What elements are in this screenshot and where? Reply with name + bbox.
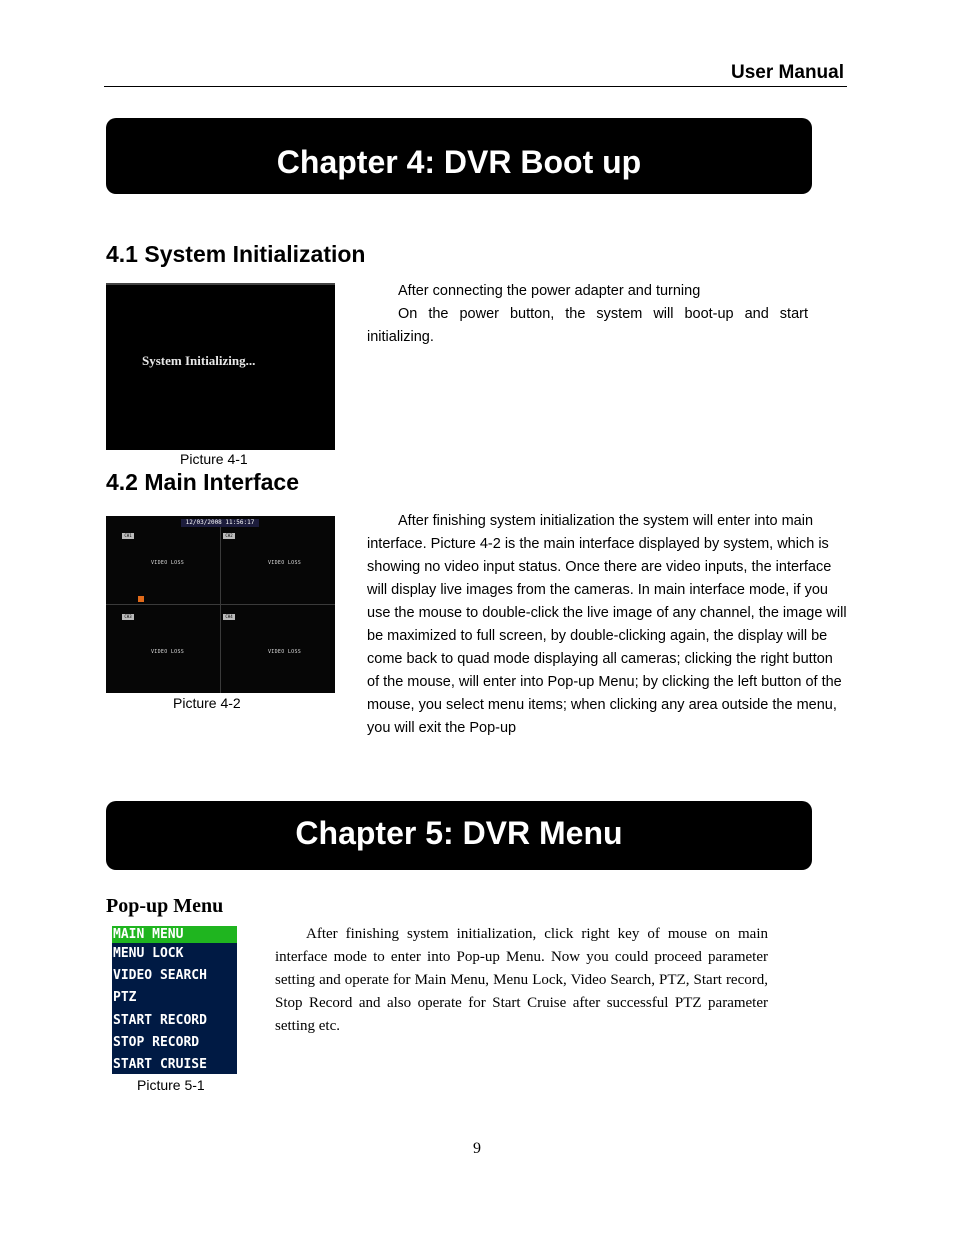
section-4-2-heading: 4.2 Main Interface: [106, 469, 300, 495]
header-rule: [104, 86, 847, 87]
paragraph-line: After connecting the power adapter and turning: [398, 283, 701, 299]
picture-4-1-caption: Picture 4-1: [180, 451, 248, 467]
quad-divider-vertical: [220, 524, 221, 693]
header-label: User Manual: [731, 62, 844, 83]
initializing-text: System Initializing...: [142, 353, 256, 368]
chapter-5-title: Chapter 5: DVR Menu: [106, 801, 812, 870]
section-4-2-paragraph: After finishing system initialization the system will enter into main interface. Picture 4-2 is the main interface displayed by system, which is showing no video input status. Once there are video inputs, the interface will display live images from the cameras. In main interface mode, if you use the mouse to double-click the live image of any channel, the image will be maximized to full screen, by double-clicking again, the display will be come back to quad mode displaying all cameras; clicking the right button of the mouse, will enter into Pop-up Menu; by clicking the left button of the mouse, you select menu items; when clicking any area outside the menu, you will exit the Pop-up: [367, 513, 847, 736]
popup-menu-paragraph: After finishing system initialization, click right key of mouse on main interface mode to enter into Pop-up Menu. Now you could proceed parameter setting and operate for Main Menu, Menu Lock, Video Search, PTZ, Start record, Stop Record and also operate for Start Cruise after successful PTZ parameter setting etc.: [275, 926, 768, 1034]
section-4-1-heading: 4.1 System Initialization: [106, 241, 366, 267]
quad-divider-horizontal: [106, 604, 335, 605]
menu-item-start-record: START RECORD: [113, 1012, 207, 1028]
menu-item-main-menu: MAIN MENU: [112, 926, 237, 943]
video-loss-label: VIDEO LOSS: [268, 649, 302, 655]
menu-item-start-cruise: START CRUISE: [113, 1056, 207, 1072]
picture-4-2-main-interface: [106, 516, 335, 693]
video-loss-label: VIDEO LOSS: [268, 560, 302, 566]
page-number: 9: [473, 1140, 481, 1157]
video-loss-label: VIDEO LOSS: [151, 560, 185, 566]
menu-item-ptz: PTZ: [113, 990, 137, 1006]
paragraph-line: initializing.: [367, 329, 434, 345]
channel-label: CH2: [223, 533, 235, 539]
channel-label: CH4: [223, 614, 235, 620]
picture-5-1-caption: Picture 5-1: [137, 1077, 205, 1093]
record-indicator-icon: [138, 596, 144, 602]
channel-label: CH1: [122, 533, 134, 539]
channel-label: CH3: [122, 614, 134, 620]
timestamp: 12/03/2008 11:56:17: [181, 519, 259, 527]
picture-4-2-caption: Picture 4-2: [173, 695, 241, 711]
menu-item-video-search: VIDEO SEARCH: [113, 968, 207, 984]
popup-menu-heading: Pop-up Menu: [106, 895, 224, 917]
menu-item-stop-record: STOP RECORD: [113, 1034, 200, 1050]
chapter-4-title: Chapter 4: DVR Boot up: [106, 118, 812, 194]
video-loss-label: VIDEO LOSS: [151, 649, 185, 655]
picture-4-1-system-initializing: [106, 283, 335, 450]
section-4-1-paragraph: [367, 280, 808, 349]
paragraph-line: On the power button, the system will boot-up and start: [398, 306, 808, 322]
picture-5-1-popup-menu: [112, 926, 237, 1074]
menu-item-menu-lock: MENU LOCK: [113, 946, 184, 961]
